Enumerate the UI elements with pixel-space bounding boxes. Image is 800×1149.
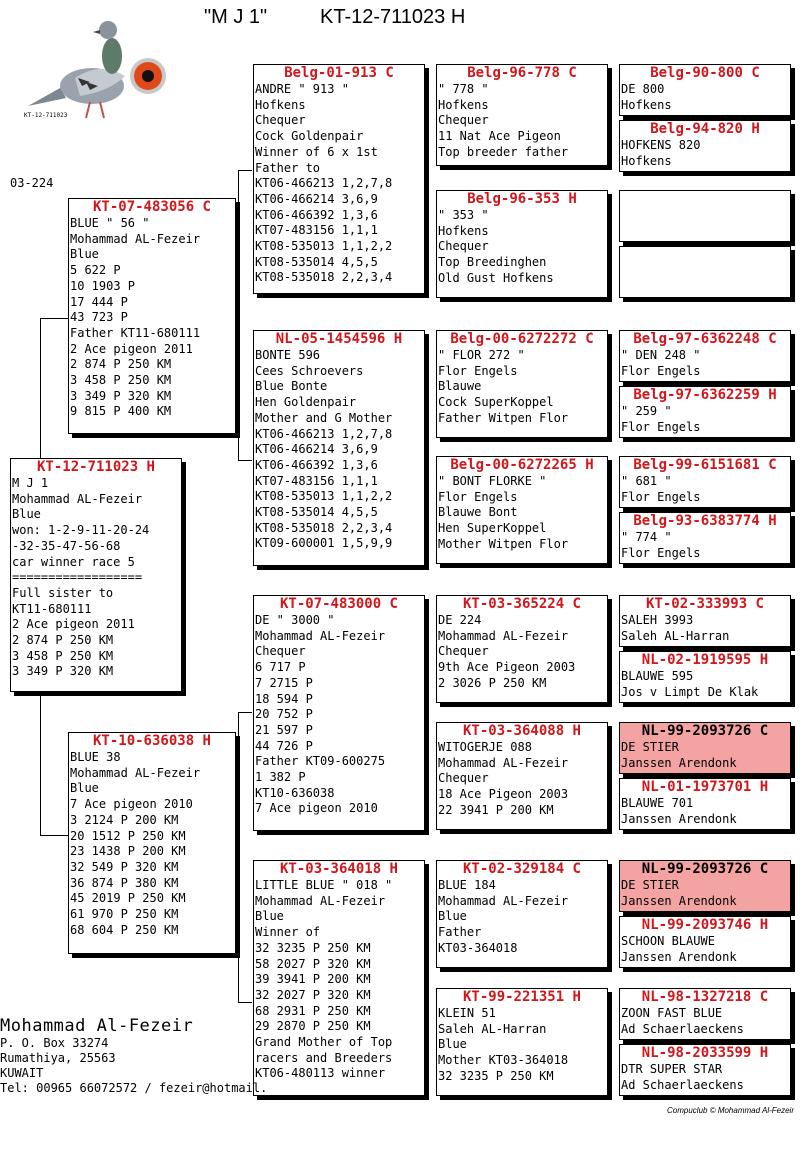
granddam-maternal-card bbox=[253, 860, 425, 1096]
gen4-card bbox=[619, 651, 791, 703]
gen4-card bbox=[619, 595, 791, 647]
card-line: 3 458 P 250 KM bbox=[70, 373, 172, 388]
card-line: Mohammad AL-Fezeir bbox=[255, 628, 386, 643]
card-line: Saleh AL-Harran bbox=[438, 1021, 547, 1036]
card-line: " BONT FLORKE " bbox=[438, 474, 547, 488]
card-line: 68 604 P 250 KM bbox=[70, 922, 179, 937]
card-line: Flor Engels bbox=[621, 489, 701, 504]
card-line: " 259 " bbox=[621, 404, 672, 418]
gen4-card bbox=[619, 386, 791, 438]
card-line: 3 458 P 250 KM bbox=[12, 648, 114, 663]
card-line: Mohammad AL-Fezeir bbox=[438, 628, 569, 643]
card-line: 5 622 P bbox=[70, 263, 121, 278]
sire-ring: KT-07-483056 C bbox=[92, 199, 211, 215]
gen3-card bbox=[436, 860, 608, 968]
card-line: Cees Schroevers bbox=[255, 363, 364, 378]
card-line: Jos v Limpt De Klak bbox=[621, 684, 759, 699]
card-line: racers and Breeders bbox=[255, 1050, 393, 1065]
card-line: Hofkens bbox=[255, 97, 306, 112]
card-line: DTR SUPER STAR bbox=[621, 1062, 723, 1076]
card-line: Blue Bonte bbox=[255, 379, 328, 394]
gen4-card bbox=[619, 64, 791, 116]
card-line: 22 3941 P 200 KM bbox=[438, 802, 554, 817]
card-line: 9th Ace Pigeon 2003 bbox=[438, 660, 576, 675]
card-line: Hen Goldenpair bbox=[255, 395, 357, 410]
card-line: " DEN 248 " bbox=[621, 348, 701, 362]
card-line: 3 349 P 320 KM bbox=[12, 664, 114, 679]
gen3-card bbox=[436, 595, 608, 703]
card-line: 58 2027 P 320 KM bbox=[255, 956, 371, 971]
gen4-card-empty bbox=[619, 190, 791, 242]
card-line: 21 597 P bbox=[255, 722, 313, 737]
card-line: M J 1 bbox=[12, 476, 49, 490]
grandsire-maternal-card bbox=[253, 595, 425, 831]
card-line: Blauwe Bont bbox=[438, 505, 518, 520]
connector-line bbox=[40, 318, 68, 319]
card-line: 9 815 P 400 KM bbox=[70, 404, 172, 419]
card-line: 32 3235 P 250 KM bbox=[255, 940, 371, 955]
card-line: Janssen Arendonk bbox=[621, 811, 737, 826]
card-line: Ad Schaerlaeckens bbox=[621, 1021, 744, 1036]
card-ring: KT-02-333993 C bbox=[645, 596, 764, 612]
card-line: Flor Engels bbox=[621, 419, 701, 434]
card-ring: Belg-96-778 C bbox=[467, 65, 577, 81]
card-line: ANDRE " 913 " bbox=[255, 82, 349, 96]
card-line: Mohammad AL-Fezeir bbox=[12, 491, 143, 506]
card-line: Ad Schaerlaeckens bbox=[621, 1077, 744, 1092]
card-line: car winner race 5 bbox=[12, 554, 135, 569]
card-line: LITTLE BLUE " 018 " bbox=[255, 878, 393, 892]
gen3-card bbox=[436, 190, 608, 298]
owner-address-line: P. O. Box 33274 bbox=[0, 1036, 109, 1050]
card-line: KT08-535013 1,1,2,2 bbox=[255, 239, 393, 254]
card-line: 29 2870 P 250 KM bbox=[255, 1019, 371, 1034]
card-line: 7 Ace pigeon 2010 bbox=[70, 797, 193, 812]
card-line: -32-35-47-56-68 bbox=[12, 538, 121, 553]
card-line: KT03-364018 bbox=[438, 940, 518, 955]
card-line: Father to bbox=[255, 160, 321, 175]
card-line: KT07-483156 1,1,1 bbox=[255, 223, 378, 238]
card-line: 68 2931 P 250 KM bbox=[255, 1003, 371, 1018]
card-ring: KT-03-364018 H bbox=[279, 861, 398, 877]
card-line: KT08-535014 4,5,5 bbox=[255, 505, 378, 520]
card-ring: NL-02-1919595 H bbox=[641, 652, 769, 668]
granddam-paternal-card bbox=[253, 330, 425, 566]
card-ring: NL-98-1327218 C bbox=[641, 989, 769, 1005]
gen3-card bbox=[436, 456, 608, 564]
card-line: Blauwe bbox=[438, 379, 482, 394]
card-line: Blue bbox=[255, 909, 284, 924]
gen4-card-highlighted bbox=[619, 722, 791, 774]
card-line: 3 2124 P 200 KM bbox=[70, 812, 179, 827]
card-line: Blue bbox=[70, 247, 99, 262]
card-line: SALEH 3993 bbox=[621, 613, 694, 627]
card-line: DE 224 bbox=[438, 613, 482, 627]
card-line: " FLOR 272 " bbox=[438, 348, 525, 362]
card-line: WITOGERJE 088 bbox=[438, 740, 532, 754]
card-line: 6 717 P bbox=[255, 660, 306, 675]
card-line: 2 Ace pigeon 2011 bbox=[70, 341, 193, 356]
card-line: Hofkens bbox=[438, 223, 489, 238]
card-line: 43 723 P bbox=[70, 310, 128, 325]
side-code: 03-224 bbox=[10, 176, 54, 190]
card-line: 18 594 P bbox=[255, 691, 313, 706]
card-line: 10 1903 P bbox=[70, 278, 136, 293]
card-line: 20 752 P bbox=[255, 707, 313, 722]
card-line: KT09-600001 1,5,9,9 bbox=[255, 536, 393, 551]
subject-ring: KT-12-711023 H bbox=[36, 459, 155, 475]
card-line: Father KT09-600275 bbox=[255, 754, 386, 769]
card-line: Flor Engels bbox=[621, 363, 701, 378]
logo-caption: KT-12-711023 bbox=[24, 112, 68, 119]
card-line: KT11-680111 bbox=[12, 601, 92, 616]
card-ring: NL-99-2093726 C bbox=[641, 861, 769, 877]
gen4-card bbox=[619, 330, 791, 382]
card-ring: Belg-93-6383774 H bbox=[633, 513, 777, 529]
card-line: ================== bbox=[12, 570, 143, 585]
card-ring: Belg-99-6151681 C bbox=[633, 457, 777, 473]
card-ring: KT-99-221351 H bbox=[462, 989, 581, 1005]
card-line: KT08-535014 4,5,5 bbox=[255, 254, 378, 269]
card-line: Chequer bbox=[438, 644, 489, 659]
card-ring: Belg-00-6272272 C bbox=[450, 331, 594, 347]
card-ring: KT-02-329184 C bbox=[462, 861, 581, 877]
card-line: 61 970 P 250 KM bbox=[70, 907, 179, 922]
gen3-card bbox=[436, 722, 608, 830]
card-line: BONTE 596 bbox=[255, 348, 321, 362]
card-line: Top breeder father bbox=[438, 144, 569, 159]
card-line: Blue bbox=[70, 781, 99, 796]
card-line: KT06-466214 3,6,9 bbox=[255, 442, 378, 457]
dam-ring: KT-10-636038 H bbox=[92, 733, 211, 749]
card-line: Winner of bbox=[255, 925, 321, 940]
card-line: Mohammad AL-Fezeir bbox=[255, 893, 386, 908]
card-line: Blue bbox=[438, 1037, 467, 1052]
card-line: Mother KT03-364018 bbox=[438, 1053, 569, 1068]
card-line: Mohammad AL-Fezeir bbox=[70, 231, 201, 246]
gen4-card bbox=[619, 1044, 791, 1096]
subject-pigeon-card bbox=[10, 458, 182, 692]
card-ring: NL-98-2033599 H bbox=[641, 1045, 769, 1061]
card-line: Flor Engels bbox=[621, 545, 701, 560]
card-line: BLUE 38 bbox=[70, 750, 121, 764]
connector-line bbox=[238, 712, 252, 713]
card-line: Mother Witpen Flor bbox=[438, 536, 569, 551]
card-line: Mohammad AL-Fezeir bbox=[438, 755, 569, 770]
card-line: " 681 " bbox=[621, 474, 672, 488]
connector-line bbox=[40, 695, 41, 835]
owner-address-line: Rumathiya, 25563 bbox=[0, 1051, 116, 1065]
card-line: 2 874 P 250 KM bbox=[70, 357, 172, 372]
card-line: KLEIN 51 bbox=[438, 1006, 496, 1020]
card-line: Blue bbox=[12, 507, 41, 522]
card-line: 2 874 P 250 KM bbox=[12, 633, 114, 648]
card-line: 18 Ace Pigeon 2003 bbox=[438, 787, 569, 802]
card-ring: KT-07-483000 C bbox=[279, 596, 398, 612]
sire-card bbox=[68, 198, 236, 434]
pigeon-ring-title: KT-12-711023 H bbox=[320, 6, 466, 28]
eye-icon bbox=[128, 56, 168, 96]
gen4-card bbox=[619, 512, 791, 564]
card-line: KT08-535013 1,1,2,2 bbox=[255, 489, 393, 504]
card-ring: Belg-97-6362259 H bbox=[633, 387, 777, 403]
card-line: 2 3026 P 250 KM bbox=[438, 675, 547, 690]
card-line: Old Gust Hofkens bbox=[438, 270, 554, 285]
connector-line bbox=[40, 318, 41, 460]
footer-credit: Compuclub © Mohammad Al-Fezeir bbox=[667, 1106, 794, 1115]
card-line: Cock Goldenpair bbox=[255, 129, 364, 144]
card-line: KT08-535018 2,2,3,4 bbox=[255, 270, 393, 285]
connector-line bbox=[238, 712, 239, 1002]
card-line: KT06-480113 winner bbox=[255, 1066, 386, 1081]
connector-line bbox=[238, 170, 252, 171]
card-line: Father bbox=[438, 925, 482, 940]
card-line: Mohammad AL-Fezeir bbox=[438, 893, 569, 908]
card-line: 44 726 P bbox=[255, 738, 313, 753]
card-line: KT06-466392 1,3,6 bbox=[255, 457, 378, 472]
card-line: " 353 " bbox=[438, 208, 489, 222]
card-line: KT10-636038 bbox=[255, 785, 335, 800]
card-line: Hofkens bbox=[621, 153, 672, 168]
card-ring: Belg-94-820 H bbox=[650, 121, 760, 137]
card-line: Janssen Arendonk bbox=[621, 949, 737, 964]
card-line: Janssen Arendonk bbox=[621, 893, 737, 908]
card-line: Mohammad AL-Fezeir bbox=[70, 765, 201, 780]
connector-line bbox=[238, 460, 252, 461]
card-ring: KT-03-365224 C bbox=[462, 596, 581, 612]
owner-contact-line: Tel: 00965 66072572 / fezeir@hotmail. bbox=[0, 1081, 268, 1095]
gen3-card bbox=[436, 988, 608, 1096]
gen4-card bbox=[619, 988, 791, 1040]
card-line: Chequer bbox=[438, 239, 489, 254]
card-line: KT06-466392 1,3,6 bbox=[255, 207, 378, 222]
card-line: Cock SuperKoppel bbox=[438, 395, 554, 410]
gen4-card bbox=[619, 916, 791, 968]
card-line: Chequer bbox=[438, 113, 489, 128]
owner-name: Mohammad Al-Fezeir bbox=[0, 1016, 194, 1036]
card-line: KT08-535018 2,2,3,4 bbox=[255, 520, 393, 535]
pigeon-name-title: "M J 1" bbox=[204, 6, 268, 28]
card-line: 17 444 P bbox=[70, 294, 128, 309]
card-ring: KT-03-364088 H bbox=[462, 723, 581, 739]
card-line: Chequer bbox=[255, 113, 306, 128]
card-line: Father KT11-680111 bbox=[70, 325, 201, 340]
card-ring: NL-99-2093746 H bbox=[641, 917, 769, 933]
card-line: 20 1512 P 250 KM bbox=[70, 828, 186, 843]
card-line: 39 3941 P 200 KM bbox=[255, 972, 371, 987]
card-line: Hofkens bbox=[438, 97, 489, 112]
card-line: Blue bbox=[438, 909, 467, 924]
card-line: Chequer bbox=[438, 771, 489, 786]
card-line: DE STIER bbox=[621, 878, 679, 892]
gen4-card bbox=[619, 456, 791, 508]
card-line: Flor Engels bbox=[438, 489, 518, 504]
card-ring: Belg-00-6272265 H bbox=[450, 457, 594, 473]
card-line: Winner of 6 x 1st bbox=[255, 144, 378, 159]
card-ring: NL-99-2093726 C bbox=[641, 723, 769, 739]
card-line: " 778 " bbox=[438, 82, 489, 96]
dam-card bbox=[68, 732, 236, 954]
card-line: Saleh AL-Harran bbox=[621, 628, 730, 643]
card-line: Grand Mother of Top bbox=[255, 1035, 393, 1050]
card-line: 7 2715 P bbox=[255, 675, 313, 690]
card-line: 32 549 P 320 KM bbox=[70, 859, 179, 874]
card-ring: NL-05-1454596 H bbox=[275, 331, 403, 347]
card-line: Father Witpen Flor bbox=[438, 410, 569, 425]
card-ring: Belg-01-913 C bbox=[284, 65, 394, 81]
gen4-card-empty bbox=[619, 246, 791, 298]
grandsire-paternal-card bbox=[253, 64, 425, 294]
card-ring: Belg-97-6362248 C bbox=[633, 331, 777, 347]
gen3-card bbox=[436, 330, 608, 438]
card-line: " 774 " bbox=[621, 530, 672, 544]
card-line: KT06-466213 1,2,7,8 bbox=[255, 426, 393, 441]
card-line: 7 Ace pigeon 2010 bbox=[255, 801, 378, 816]
card-line: 45 2019 P 250 KM bbox=[70, 891, 186, 906]
card-line: KT06-466214 3,6,9 bbox=[255, 191, 378, 206]
card-line: won: 1-2-9-11-20-24 bbox=[12, 523, 150, 538]
card-line: KT07-483156 1,1,1 bbox=[255, 473, 378, 488]
card-ring: Belg-90-800 C bbox=[650, 65, 760, 81]
card-line: BLUE 184 bbox=[438, 878, 496, 892]
owner-address-line: KUWAIT bbox=[0, 1066, 44, 1080]
card-line: 32 2027 P 320 KM bbox=[255, 987, 371, 1002]
pigeon-logo bbox=[20, 16, 170, 126]
card-line: SCHOON BLAUWE bbox=[621, 934, 715, 948]
connector-line bbox=[238, 170, 239, 460]
gen4-card bbox=[619, 120, 791, 172]
gen3-card bbox=[436, 64, 608, 166]
card-line: 11 Nat Ace Pigeon bbox=[438, 129, 561, 144]
card-line: 2 Ace pigeon 2011 bbox=[12, 617, 135, 632]
owner-info bbox=[0, 1016, 267, 1096]
gen4-card-highlighted bbox=[619, 860, 791, 912]
card-line: Top Breedinghen bbox=[438, 255, 547, 270]
card-line: BLAUWE 701 bbox=[621, 796, 694, 810]
card-line: DE STIER bbox=[621, 740, 679, 754]
card-line: BLUE " 56 " bbox=[70, 216, 150, 230]
card-line: 23 1438 P 200 KM bbox=[70, 844, 186, 859]
card-line: HOFKENS 820 bbox=[621, 138, 701, 152]
card-line: Hen SuperKoppel bbox=[438, 521, 547, 536]
card-line: 3 349 P 320 KM bbox=[70, 388, 172, 403]
card-line: Janssen Arendonk bbox=[621, 755, 737, 770]
card-line: 32 3235 P 250 KM bbox=[438, 1068, 554, 1083]
card-line: ZOON FAST BLUE bbox=[621, 1006, 723, 1020]
card-ring: Belg-96-353 H bbox=[467, 191, 577, 207]
card-line: Chequer bbox=[255, 644, 306, 659]
gen4-card bbox=[619, 778, 791, 830]
card-line: Hofkens bbox=[621, 97, 672, 112]
connector-line bbox=[40, 835, 68, 836]
card-line: KT06-466213 1,2,7,8 bbox=[255, 176, 393, 191]
card-line: Full sister to bbox=[12, 585, 114, 600]
card-line: BLAUWE 595 bbox=[621, 669, 694, 683]
connector-line bbox=[238, 1002, 252, 1003]
card-line: 1 382 P bbox=[255, 770, 306, 785]
card-line: DE 800 bbox=[621, 82, 665, 96]
card-line: Flor Engels bbox=[438, 363, 518, 378]
card-line: Mother and G Mother bbox=[255, 410, 393, 425]
card-line: DE " 3000 " bbox=[255, 613, 335, 627]
card-line: 36 874 P 380 KM bbox=[70, 875, 179, 890]
card-ring: NL-01-1973701 H bbox=[641, 779, 769, 795]
